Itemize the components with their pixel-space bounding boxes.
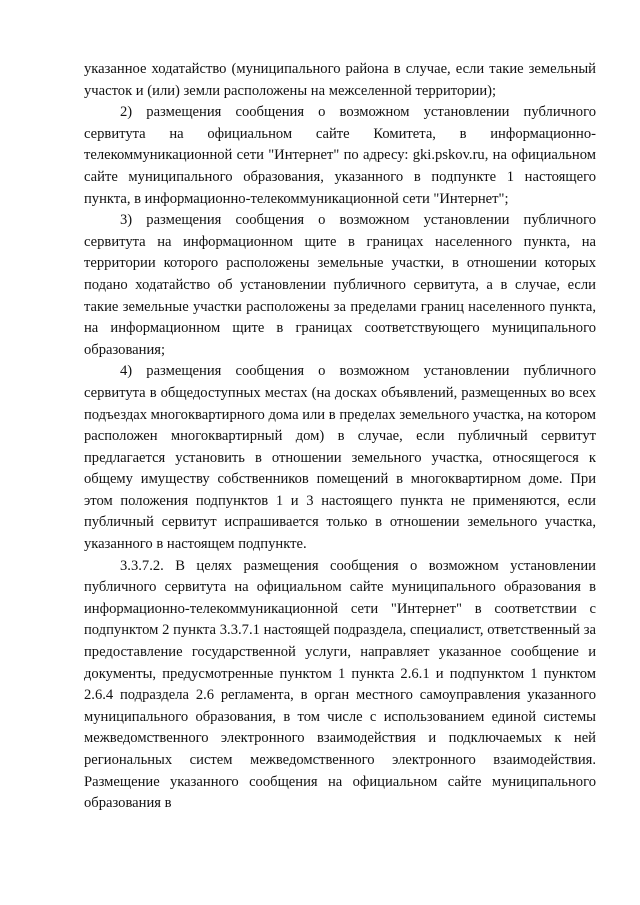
document-page [84, 59, 596, 815]
paragraph-continuation: указанное ходатайство (муниципального района в случае, если такие земельный участок и (или) земли расположены на межселенной территории); [84, 61, 596, 99]
paragraph-item-3: 3) размещения сообщения о возможном установлении публичного сервитута на информационном щите в границах населенного пункта, на территории которого расположены земельные участки, в отношении которых подано ходатайство об установлении публичного сервитута, а в случае, если такие земельные участки расположены за пределами границ населенного пункта, на информационном щите в границах соответствующего муниципального образования; [84, 212, 596, 358]
paragraph-item-2: 2) размещения сообщения о возможном установлении публичного сервитута на официальном сайте Комитета, в информационно-телекоммуникационной сети "Интернет" по адресу: gki.pskov.ru, на официальном сайте муниципального образования, указанного в подпункте 1 настоящего пункта, в информационно-телекоммуникационной сети "Интернет"; [84, 104, 596, 207]
paragraph-item-4: 4) размещения сообщения о возможном установлении публичного сервитута в общедоступных местах (на досках объявлений, размещенных во всех подъездах многоквартирного дома или в пределах земельного участка, на котором расположен многоквартирный дом) в случае, если публичный сервитут предлагается установить в отношении земельного участка, относящегося к общему имуществу собственников помещений в многоквартирном доме. При этом положения подпунктов 1 и 3 настоящего пункта не применяются, если публичный сервитут испрашивается только в отношении земельного участка, указанного в настоящем подпункте. [84, 363, 596, 553]
paragraph-3-3-7-2: 3.3.7.2. В целях размещения сообщения о возможном установлении публичного сервитута на официальном сайте муниципального образования в информационно-телекоммуникационной сети "Интернет" в соответствии с подпунктом 2 пункта 3.3.7.1 настоящей подраздела, специалист, ответственный за предоставление государственной услуги, направляет указанное сообщение и документы, предусмотренные пунктом 1 пункта 2.6.1 и подпунктом 1 пунктом 2.6.4 подраздела 2.6 регламента, в орган местного самоуправления указанного муниципального образования, в том числе с использованием единой системы межведомственного электронного взаимодействия и подключаемых к ней региональных систем межведомственного электронного взаимодействия. Размещение указанного сообщения на официальном сайте муниципального образования в [84, 557, 596, 812]
